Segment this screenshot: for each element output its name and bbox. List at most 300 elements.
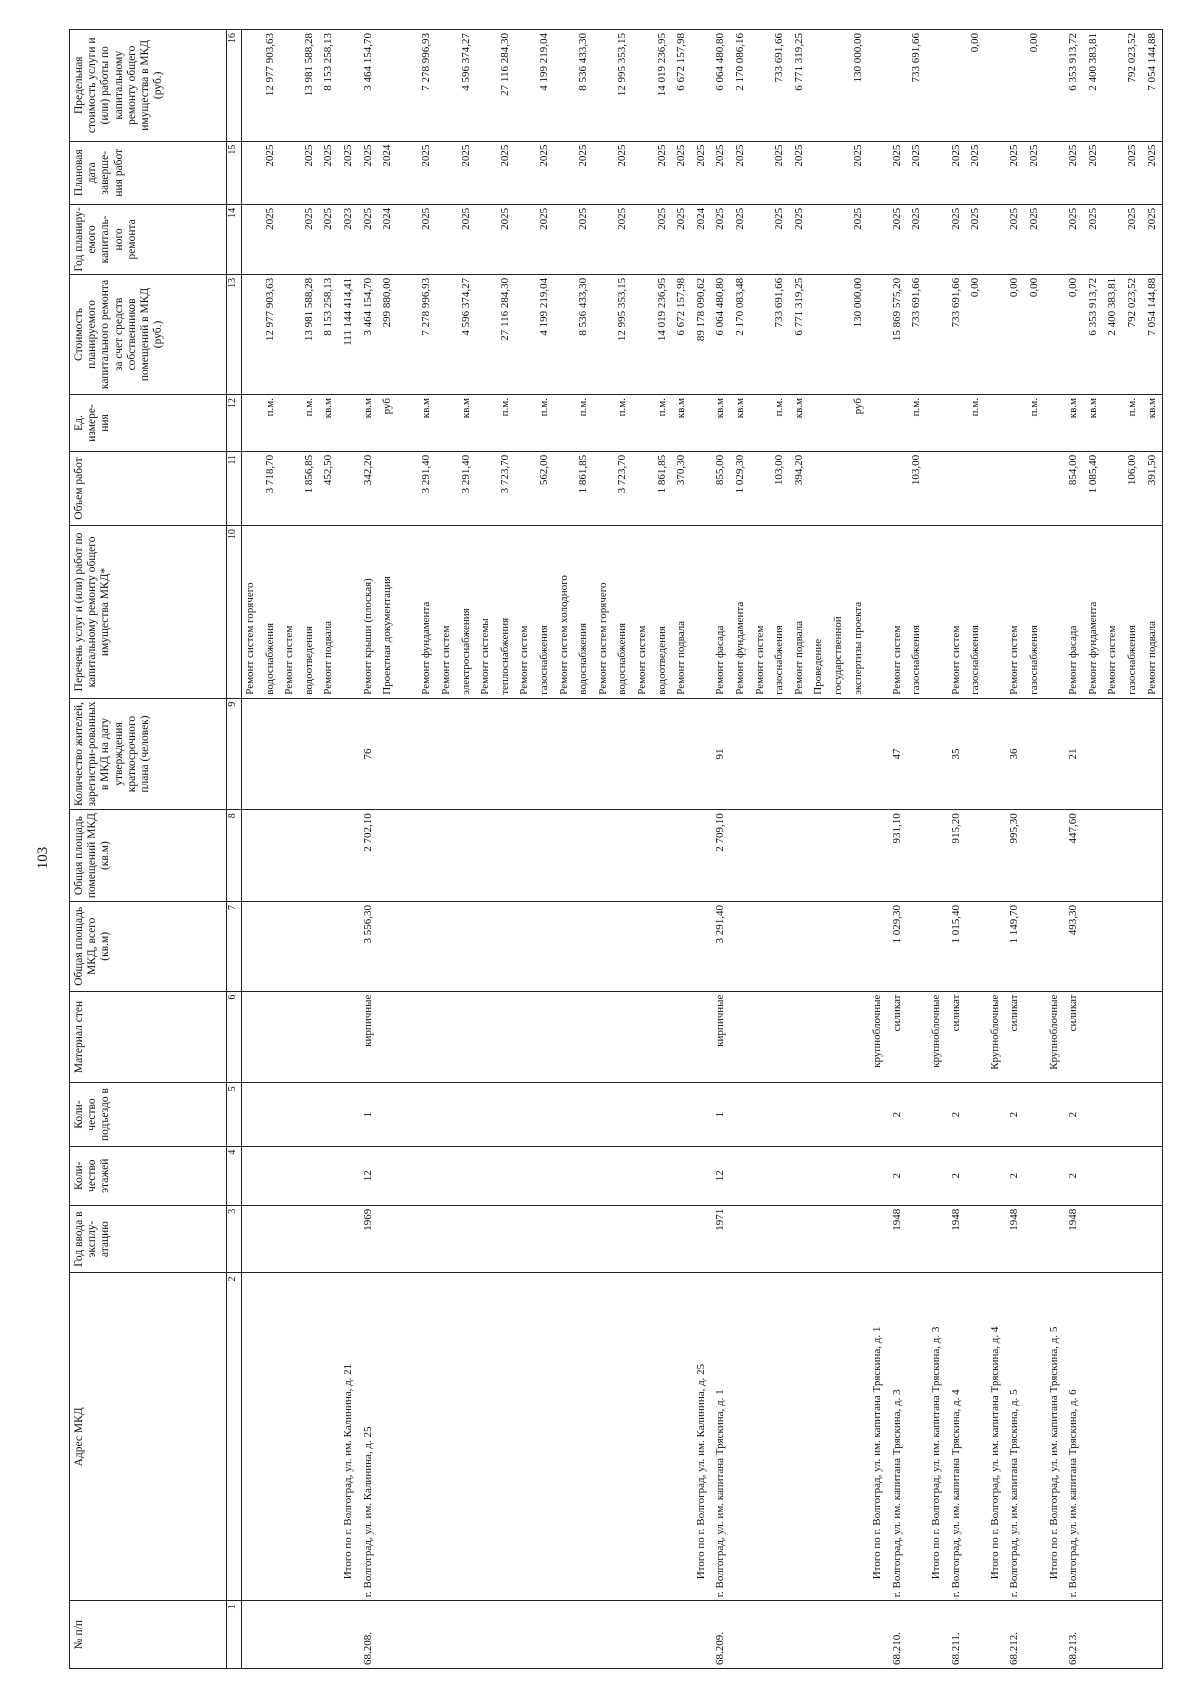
cell-r46-c16: 7 054 144,88 [1145, 33, 1158, 91]
cell-r24-c14: 2025 [714, 207, 727, 230]
cell-r14-c10: Ремонт систем [518, 625, 531, 695]
cell-r34-c12: п.м. [910, 398, 923, 417]
cell-r9-c10: Ремонт фундамента [420, 601, 433, 695]
cell-r22-c13: 6 672 157,98 [675, 277, 688, 336]
cell-r7-c10: Проектная документация [381, 576, 394, 695]
cell-r17-c14: 2025 [577, 207, 590, 230]
cell-r22-c14: 2025 [675, 207, 688, 230]
cell-r9-c12: кв.м [420, 398, 433, 419]
cell-r24-c6: кирпичные [714, 994, 727, 1047]
cell-r17-c11: 1 861,85 [577, 454, 590, 494]
cell-r25-c11: 1 029,30 [734, 454, 746, 494]
cell-r5-c13: 111 144 414,41 [342, 277, 354, 346]
cell-r2-c10: Ремонт систем [283, 625, 296, 695]
cell-r7-c15: 2024 [381, 144, 394, 167]
column-header-15: Плановая дата заверше-ния работ [70, 141, 227, 204]
cell-r6-c2: г. Волгоград, ул. им. Калинина, д. 25 [361, 1426, 374, 1598]
cell-r39-c1: 68.212. [1008, 1632, 1021, 1665]
column-header-13: Стоимость планируемого капитального ремонта за счет средств собственников помещений в МКД (руб.) [70, 274, 227, 394]
column-number-4: 4 [227, 1146, 242, 1205]
column-1-cell [242, 1601, 1163, 1669]
column-15-cell [242, 141, 1163, 204]
cell-r39-c7: 1 149,70 [1008, 905, 1021, 944]
cell-r15-c11: 562,00 [538, 454, 550, 486]
cell-r33-c6: силикат [890, 994, 903, 1032]
cell-r42-c9: 21 [1067, 748, 1080, 760]
cell-r39-c3: 1948 [1008, 1208, 1021, 1231]
cell-r15-c12: п.м. [538, 398, 550, 417]
cell-r19-c12: п.м. [616, 398, 629, 417]
cell-r26-c10: Ремонт систем [753, 625, 766, 695]
column-number-16: 16 [227, 30, 242, 142]
cell-r21-c12: п.м. [655, 398, 668, 417]
cell-r25-c14: 2025 [734, 207, 746, 230]
column-number-10: 10 [227, 526, 242, 699]
cell-r45-c13: 792 023,52 [1126, 277, 1138, 328]
cell-r38-c2: Итого по г. Волгоград, ул. им. капитана Тряскина, д. 4 [988, 1326, 1001, 1580]
cell-r42-c11: 854,00 [1067, 454, 1080, 486]
cell-r36-c10: Ремонт систем [949, 625, 962, 695]
cell-r32-c2: Итого по г. Волгоград, ул. им. капитана Тряскина, д. 1 [871, 1326, 884, 1580]
cell-r24-c4: 12 [714, 1170, 727, 1182]
column-number-1: 1 [227, 1601, 242, 1669]
cell-r31-c14: 2025 [851, 207, 864, 230]
cell-r6-c13: 3 464 154,70 [361, 277, 374, 336]
cell-r7-c14: 2024 [381, 207, 394, 230]
column-4-cell [242, 1146, 1163, 1205]
cell-r15-c14: 2025 [538, 207, 550, 230]
cell-r6-c15: 2025 [361, 144, 374, 167]
column-11-cell [242, 451, 1163, 525]
cell-r33-c10: Ремонт систем [890, 625, 903, 695]
column-2-cell [242, 1273, 1163, 1601]
cell-r19-c11: 3 723,70 [616, 454, 629, 494]
cell-r39-c13: 0,00 [1008, 277, 1021, 298]
cell-r39-c9: 36 [1008, 748, 1021, 760]
cell-r6-c6: кирпичные [361, 994, 374, 1047]
cell-r6-c12: кв.м [361, 398, 374, 419]
cell-r33-c2: г. Волгоград, ул. им. капитана Тряскина, д. 3 [890, 1389, 903, 1598]
cell-r31-c10: экспертизы проекта [851, 601, 864, 695]
cell-r44-c10: Ремонт систем [1106, 625, 1119, 695]
cell-r1-c10: водоснабжения [263, 622, 276, 695]
cell-r45-c12: п.м. [1126, 398, 1138, 417]
cell-r34-c15: 2025 [910, 144, 923, 167]
cell-r13-c13: 27 116 284,30 [498, 277, 511, 341]
cell-r21-c15: 2025 [655, 144, 668, 167]
cell-r30-c10: государственной [832, 616, 844, 695]
cell-r40-c12: п.м. [1028, 398, 1040, 417]
cell-r43-c14: 2025 [1086, 207, 1099, 230]
cell-r31-c15: 2025 [851, 144, 864, 167]
header-row [70, 30, 227, 1669]
cell-r36-c7: 1 015,40 [949, 905, 962, 944]
cell-r4-c10: Ремонт подвала [322, 620, 335, 695]
column-number-15: 15 [227, 141, 242, 204]
column-14-cell [242, 204, 1163, 274]
column-number-12: 12 [227, 395, 242, 452]
cell-r36-c5: 2 [949, 1111, 962, 1118]
cell-r39-c4: 2 [1008, 1172, 1021, 1179]
cell-r9-c14: 2025 [420, 207, 433, 230]
cell-r42-c8: 447,60 [1067, 813, 1080, 844]
cell-r21-c16: 14 019 236,95 [655, 33, 668, 97]
column-header-9: Количество жителей, зарегистри-рованных в МКД на дату утверждения краткосрочного плана (человек) [70, 698, 227, 809]
cell-r43-c15: 2025 [1086, 144, 1099, 167]
cell-r22-c11: 370,30 [675, 454, 688, 486]
cell-r46-c12: кв.м [1145, 398, 1158, 419]
cell-r28-c12: кв.м [792, 398, 805, 419]
column-8-cell [242, 810, 1163, 902]
cell-r41-c2: Итого по г. Волгоград, ул. им. капитана Тряскина, д. 5 [1047, 1326, 1060, 1580]
cell-r9-c15: 2025 [420, 144, 433, 167]
cell-r24-c13: 6 064 480,80 [714, 277, 727, 336]
cell-r42-c6: силикат [1067, 994, 1080, 1032]
column-16-cell [242, 30, 1163, 142]
column-header-8: Общая площадь помещений МКД (кв.м) [70, 810, 227, 902]
cell-r45-c15: 2025 [1126, 144, 1138, 167]
cell-r3-c13: 13 981 588,28 [302, 277, 315, 342]
column-5-cell [242, 1083, 1163, 1146]
cell-r22-c15: 2025 [675, 144, 688, 167]
cell-r38-c6: Крупноблочные [988, 994, 1001, 1070]
cell-r33-c9: 47 [890, 748, 903, 760]
cell-r36-c14: 2025 [949, 207, 962, 230]
cell-r6-c8: 2 702,10 [361, 813, 374, 852]
cell-r9-c16: 7 278 996,93 [420, 33, 433, 91]
column-number-7: 7 [227, 902, 242, 992]
cell-r15-c13: 4 199 219,04 [538, 277, 550, 336]
cell-r45-c14: 2025 [1126, 207, 1138, 230]
column-13-cell [242, 274, 1163, 394]
cell-r40-c14: 2025 [1028, 207, 1040, 230]
cell-r39-c14: 2025 [1008, 207, 1021, 230]
cell-r44-c13: 2 400 383,81 [1106, 277, 1119, 336]
cell-r41-c6: Крупноблочные [1047, 994, 1060, 1070]
cell-r24-c5: 1 [714, 1111, 727, 1118]
cell-r37-c16: 0,00 [969, 33, 982, 53]
cell-r24-c2: г. Волгоград, ул. им. капитана Тряскина, д. 1 [714, 1389, 727, 1598]
cell-r46-c14: 2025 [1145, 207, 1158, 230]
column-12-cell [242, 395, 1163, 452]
cell-r21-c10: водоотведения [655, 626, 668, 695]
cell-r36-c6: силикат [949, 994, 962, 1032]
cell-r31-c13: 130 000,00 [851, 277, 864, 328]
cell-r45-c11: 106,00 [1126, 454, 1138, 486]
cell-r39-c2: г. Волгоград, ул. им. капитана Тряскина, д. 5 [1008, 1389, 1021, 1598]
cell-r18-c10: Ремонт систем горячего [596, 582, 609, 695]
cell-r11-c14: 2025 [459, 207, 472, 230]
cell-r31-c12: руб [851, 398, 864, 415]
cell-r27-c14: 2025 [773, 207, 786, 230]
cell-r5-c15: 2025 [342, 144, 354, 167]
cell-r6-c11: 342,20 [361, 454, 374, 486]
cell-r33-c7: 1 029,30 [890, 905, 903, 944]
cell-r40-c15: 2025 [1028, 144, 1040, 167]
cell-r11-c13: 4 596 374,27 [459, 277, 472, 336]
capital-repair-table [69, 29, 1163, 1669]
cell-r39-c15: 2025 [1008, 144, 1021, 167]
cell-r20-c10: Ремонт систем [636, 625, 648, 695]
cell-r3-c12: п.м. [302, 398, 315, 417]
cell-r4-c14: 2025 [322, 207, 335, 230]
cell-r19-c16: 12 995 353,15 [616, 33, 629, 97]
column-number-6: 6 [227, 991, 242, 1083]
cell-r4-c16: 8 153 258,13 [322, 33, 335, 91]
cell-r5-c2: Итого по г. Волгоград, ул. им. Калинина, д. 21 [342, 1363, 354, 1580]
cell-r45-c16: 792 023,52 [1126, 33, 1138, 83]
cell-r29-c10: Проведение [812, 638, 825, 695]
cell-r24-c3: 1971 [714, 1208, 727, 1231]
cell-r13-c12: п.м. [498, 398, 511, 417]
cell-r11-c10: электроснабжения [459, 608, 472, 695]
column-header-4: Коли-чество этажей [70, 1146, 227, 1205]
column-header-6: Материал стен [70, 991, 227, 1083]
cell-r33-c8: 931,10 [890, 813, 903, 844]
table-body [242, 30, 1163, 1669]
column-number-9: 9 [227, 698, 242, 809]
cell-r36-c3: 1948 [949, 1208, 962, 1231]
cell-r19-c13: 12 995 353,15 [616, 277, 629, 342]
cell-r9-c13: 7 278 996,93 [420, 277, 433, 336]
cell-r15-c15: 2025 [538, 144, 550, 167]
cell-r43-c13: 6 353 913,72 [1086, 277, 1099, 336]
cell-r33-c15: 2025 [890, 144, 903, 167]
cell-r15-c16: 4 199 219,04 [538, 33, 550, 91]
cell-r46-c11: 391,50 [1145, 454, 1158, 486]
cell-r13-c10: теплоснабжения [498, 617, 511, 695]
cell-r39-c5: 2 [1008, 1111, 1021, 1118]
cell-r4-c12: кв.м [322, 398, 335, 419]
cell-r27-c12: п.м. [773, 398, 786, 417]
cell-r27-c16: 733 691,66 [773, 33, 786, 83]
cell-r6-c3: 1969 [361, 1208, 374, 1231]
cell-r19-c10: водоснабжения [616, 622, 629, 695]
column-number-11: 11 [227, 451, 242, 525]
cell-r37-c14: 2025 [969, 207, 982, 230]
column-number-5: 5 [227, 1083, 242, 1146]
cell-r6-c16: 3 464 154,70 [361, 33, 374, 91]
column-header-10: Перечень услуг и (или) работ по капитальному ремонту общего имущества МКД* [70, 526, 227, 699]
cell-r36-c8: 915,20 [949, 813, 962, 844]
cell-r22-c16: 6 672 157,98 [675, 33, 688, 91]
cell-r27-c15: 2025 [773, 144, 786, 167]
cell-r24-c7: 3 291,40 [714, 905, 727, 944]
cell-r45-c10: газоснабжения [1126, 625, 1138, 695]
cell-r5-c14: 2023 [342, 207, 354, 230]
cell-r36-c13: 733 691,66 [949, 277, 962, 328]
cell-r42-c5: 2 [1067, 1111, 1080, 1118]
cell-r33-c4: 2 [890, 1172, 903, 1179]
cell-r42-c14: 2025 [1067, 207, 1080, 230]
cell-r28-c15: 2025 [792, 144, 805, 167]
cell-r11-c15: 2025 [459, 144, 472, 167]
cell-r6-c1: 68.208. [361, 1632, 374, 1665]
cell-r28-c11: 394,20 [792, 454, 805, 486]
column-header-2: Адрес МКД [70, 1273, 227, 1601]
cell-r34-c10: газоснабжения [910, 625, 923, 695]
cell-r25-c12: кв.м [734, 398, 746, 419]
cell-r27-c10: газоснабжения [773, 625, 786, 695]
cell-r1-c11: 3 718,70 [263, 454, 276, 494]
cell-r24-c9: 91 [714, 748, 727, 760]
cell-r42-c16: 6 353 913,72 [1067, 33, 1080, 91]
cell-r13-c15: 2025 [498, 144, 511, 167]
cell-r25-c16: 2 170 086,16 [734, 33, 746, 91]
cell-r42-c10: Ремонт фасада [1067, 625, 1080, 695]
cell-r42-c3: 1948 [1067, 1208, 1080, 1231]
cell-r3-c16: 13 981 588,28 [302, 33, 315, 97]
cell-r23-c14: 2024 [694, 207, 707, 230]
cell-r17-c13: 8 536 433,30 [577, 277, 590, 336]
cell-r40-c13: 0,00 [1028, 277, 1040, 298]
cell-r24-c11: 855,00 [714, 454, 727, 486]
cell-r32-c6: крупноблочные [871, 994, 884, 1068]
cell-r3-c10: водоотведения [302, 626, 315, 695]
column-number-13: 13 [227, 274, 242, 394]
cell-r39-c6: силикат [1008, 994, 1021, 1032]
cell-r42-c2: г. Волгоград, ул. им. капитана Тряскина, д. 6 [1067, 1389, 1080, 1598]
column-number-row [227, 30, 242, 1669]
cell-r34-c13: 733 691,66 [910, 277, 923, 328]
cell-r39-c8: 995,30 [1008, 813, 1021, 844]
cell-r21-c11: 1 861,85 [655, 454, 668, 494]
cell-r0-c10: Ремонт систем горячего [244, 582, 256, 695]
cell-r16-c10: Ремонт систем холодного [557, 575, 570, 695]
cell-r33-c3: 1948 [890, 1208, 903, 1231]
cell-r24-c16: 6 064 480,80 [714, 33, 727, 91]
column-number-3: 3 [227, 1205, 242, 1273]
cell-r19-c14: 2025 [616, 207, 629, 230]
column-header-5: Коли-чество подъездо в [70, 1083, 227, 1146]
cell-r27-c13: 733 691,66 [773, 277, 786, 328]
column-header-14: Год планиру-емого капиталь-ного ремонта [70, 204, 227, 274]
cell-r28-c14: 2025 [792, 207, 805, 230]
cell-r21-c14: 2025 [655, 207, 668, 230]
cell-r1-c16: 12 977 903,63 [263, 33, 276, 97]
column-header-11: Объем работ [70, 451, 227, 525]
cell-r6-c5: 1 [361, 1111, 374, 1118]
cell-r24-c1: 68.209. [714, 1632, 727, 1665]
cell-r13-c11: 3 723,70 [498, 454, 511, 494]
cell-r24-c15: 2025 [714, 144, 727, 167]
cell-r1-c12: п.м. [263, 398, 276, 417]
cell-r43-c12: кв.м [1086, 398, 1099, 419]
cell-r1-c13: 12 977 903,63 [263, 277, 276, 342]
page-number: 103 [35, 846, 51, 870]
cell-r4-c13: 8 153 258,13 [322, 277, 335, 336]
cell-r11-c12: кв.м [459, 398, 472, 419]
rotated-sheet [65, 0, 1197, 1697]
cell-r22-c10: Ремонт подвала [675, 620, 688, 695]
cell-r25-c13: 2 170 083,48 [734, 277, 746, 336]
cell-r34-c11: 103,00 [910, 454, 923, 486]
cell-r37-c12: п.м. [969, 398, 982, 417]
cell-r3-c14: 2025 [302, 207, 315, 230]
cell-r36-c1: 68.211. [949, 1632, 962, 1665]
cell-r22-c12: кв.м [675, 398, 688, 419]
cell-r25-c15: 2025 [734, 144, 746, 167]
cell-r11-c11: 3 291,40 [459, 454, 472, 494]
cell-r39-c10: Ремонт систем [1008, 625, 1021, 695]
cell-r36-c4: 2 [949, 1172, 962, 1179]
cell-r7-c12: руб [381, 398, 394, 415]
cell-r40-c10: газоснабжения [1028, 625, 1040, 695]
cell-r11-c16: 4 596 374,27 [459, 33, 472, 91]
cell-r17-c16: 8 536 433,30 [577, 33, 590, 91]
cell-r34-c16: 733 691,66 [910, 33, 923, 83]
cell-r28-c10: Ремонт подвала [792, 620, 805, 695]
cell-r3-c15: 2025 [302, 144, 315, 167]
cell-r31-c16: 130 000,00 [851, 33, 864, 83]
cell-r36-c15: 2025 [949, 144, 962, 167]
cell-r12-c10: Ремонт системы [479, 618, 492, 695]
cell-r24-c10: Ремонт фасада [714, 625, 727, 695]
cell-r33-c1: 68.210. [890, 1632, 903, 1665]
cell-r35-c6: крупноблочные [930, 994, 942, 1068]
cell-r7-c13: 299 880,00 [381, 277, 394, 328]
cell-r35-c2: Итого по г. Волгоград, ул. им. капитана Тряскина, д. 3 [930, 1326, 942, 1580]
cell-r37-c15: 2025 [969, 144, 982, 167]
column-9-cell [242, 698, 1163, 809]
cell-r23-c13: 89 178 090,62 [694, 277, 707, 342]
cell-r19-c15: 2025 [616, 144, 629, 167]
cell-r40-c16: 0,00 [1028, 33, 1040, 53]
column-header-1: № п/п [70, 1601, 227, 1669]
cell-r34-c14: 2025 [910, 207, 923, 230]
cell-r42-c4: 2 [1067, 1172, 1080, 1179]
cell-r43-c16: 2 400 383,81 [1086, 33, 1099, 91]
cell-r6-c4: 12 [361, 1170, 374, 1182]
cell-r1-c14: 2025 [263, 207, 276, 230]
cell-r10-c10: Ремонт систем [440, 625, 452, 695]
cell-r13-c16: 27 116 284,30 [498, 33, 511, 96]
cell-r3-c11: 1 856,85 [302, 454, 315, 494]
column-6-cell [242, 991, 1163, 1083]
column-number-8: 8 [227, 810, 242, 902]
cell-r6-c10: Ремонт крыши (плоская) [361, 578, 374, 695]
cell-r43-c10: Ремонт фундамента [1086, 601, 1099, 695]
cell-r17-c15: 2025 [577, 144, 590, 167]
cell-r42-c7: 493,30 [1067, 905, 1080, 936]
cell-r23-c15: 2025 [694, 144, 707, 167]
cell-r21-c13: 14 019 236,95 [655, 277, 668, 342]
cell-r17-c10: водоснабжения [577, 622, 590, 695]
cell-r33-c5: 2 [890, 1111, 903, 1118]
cell-r28-c13: 6 771 319,25 [792, 277, 805, 336]
cell-r4-c15: 2025 [322, 144, 335, 167]
cell-r17-c12: п.м. [577, 398, 590, 417]
cell-r46-c10: Ремонт подвала [1145, 620, 1158, 695]
column-number-2: 2 [227, 1273, 242, 1601]
column-header-3: Год ввода в эксплу-атацию [70, 1205, 227, 1273]
cell-r33-c13: 15 869 575,20 [890, 277, 903, 342]
column-10-cell [242, 526, 1163, 699]
cell-r15-c10: газоснабжения [538, 625, 550, 695]
cell-r36-c9: 35 [949, 748, 962, 760]
cell-r25-c10: Ремонт фундамента [734, 601, 746, 695]
cell-r27-c11: 103,00 [773, 454, 786, 486]
cell-r6-c7: 3 556,30 [361, 905, 374, 944]
cell-r42-c15: 2025 [1067, 144, 1080, 167]
cell-r24-c12: кв.м [714, 398, 727, 419]
cell-r43-c11: 1 085,40 [1086, 454, 1099, 494]
cell-r4-c11: 452,50 [322, 454, 335, 486]
column-header-16: Предельная стоимость услуги и (или) работы по капитальному ремонту общего имущества в МКД (руб.) [70, 30, 227, 142]
cell-r1-c15: 2025 [263, 144, 276, 167]
cell-r46-c15: 2025 [1145, 144, 1158, 167]
cell-r9-c11: 3 291,40 [420, 454, 433, 494]
